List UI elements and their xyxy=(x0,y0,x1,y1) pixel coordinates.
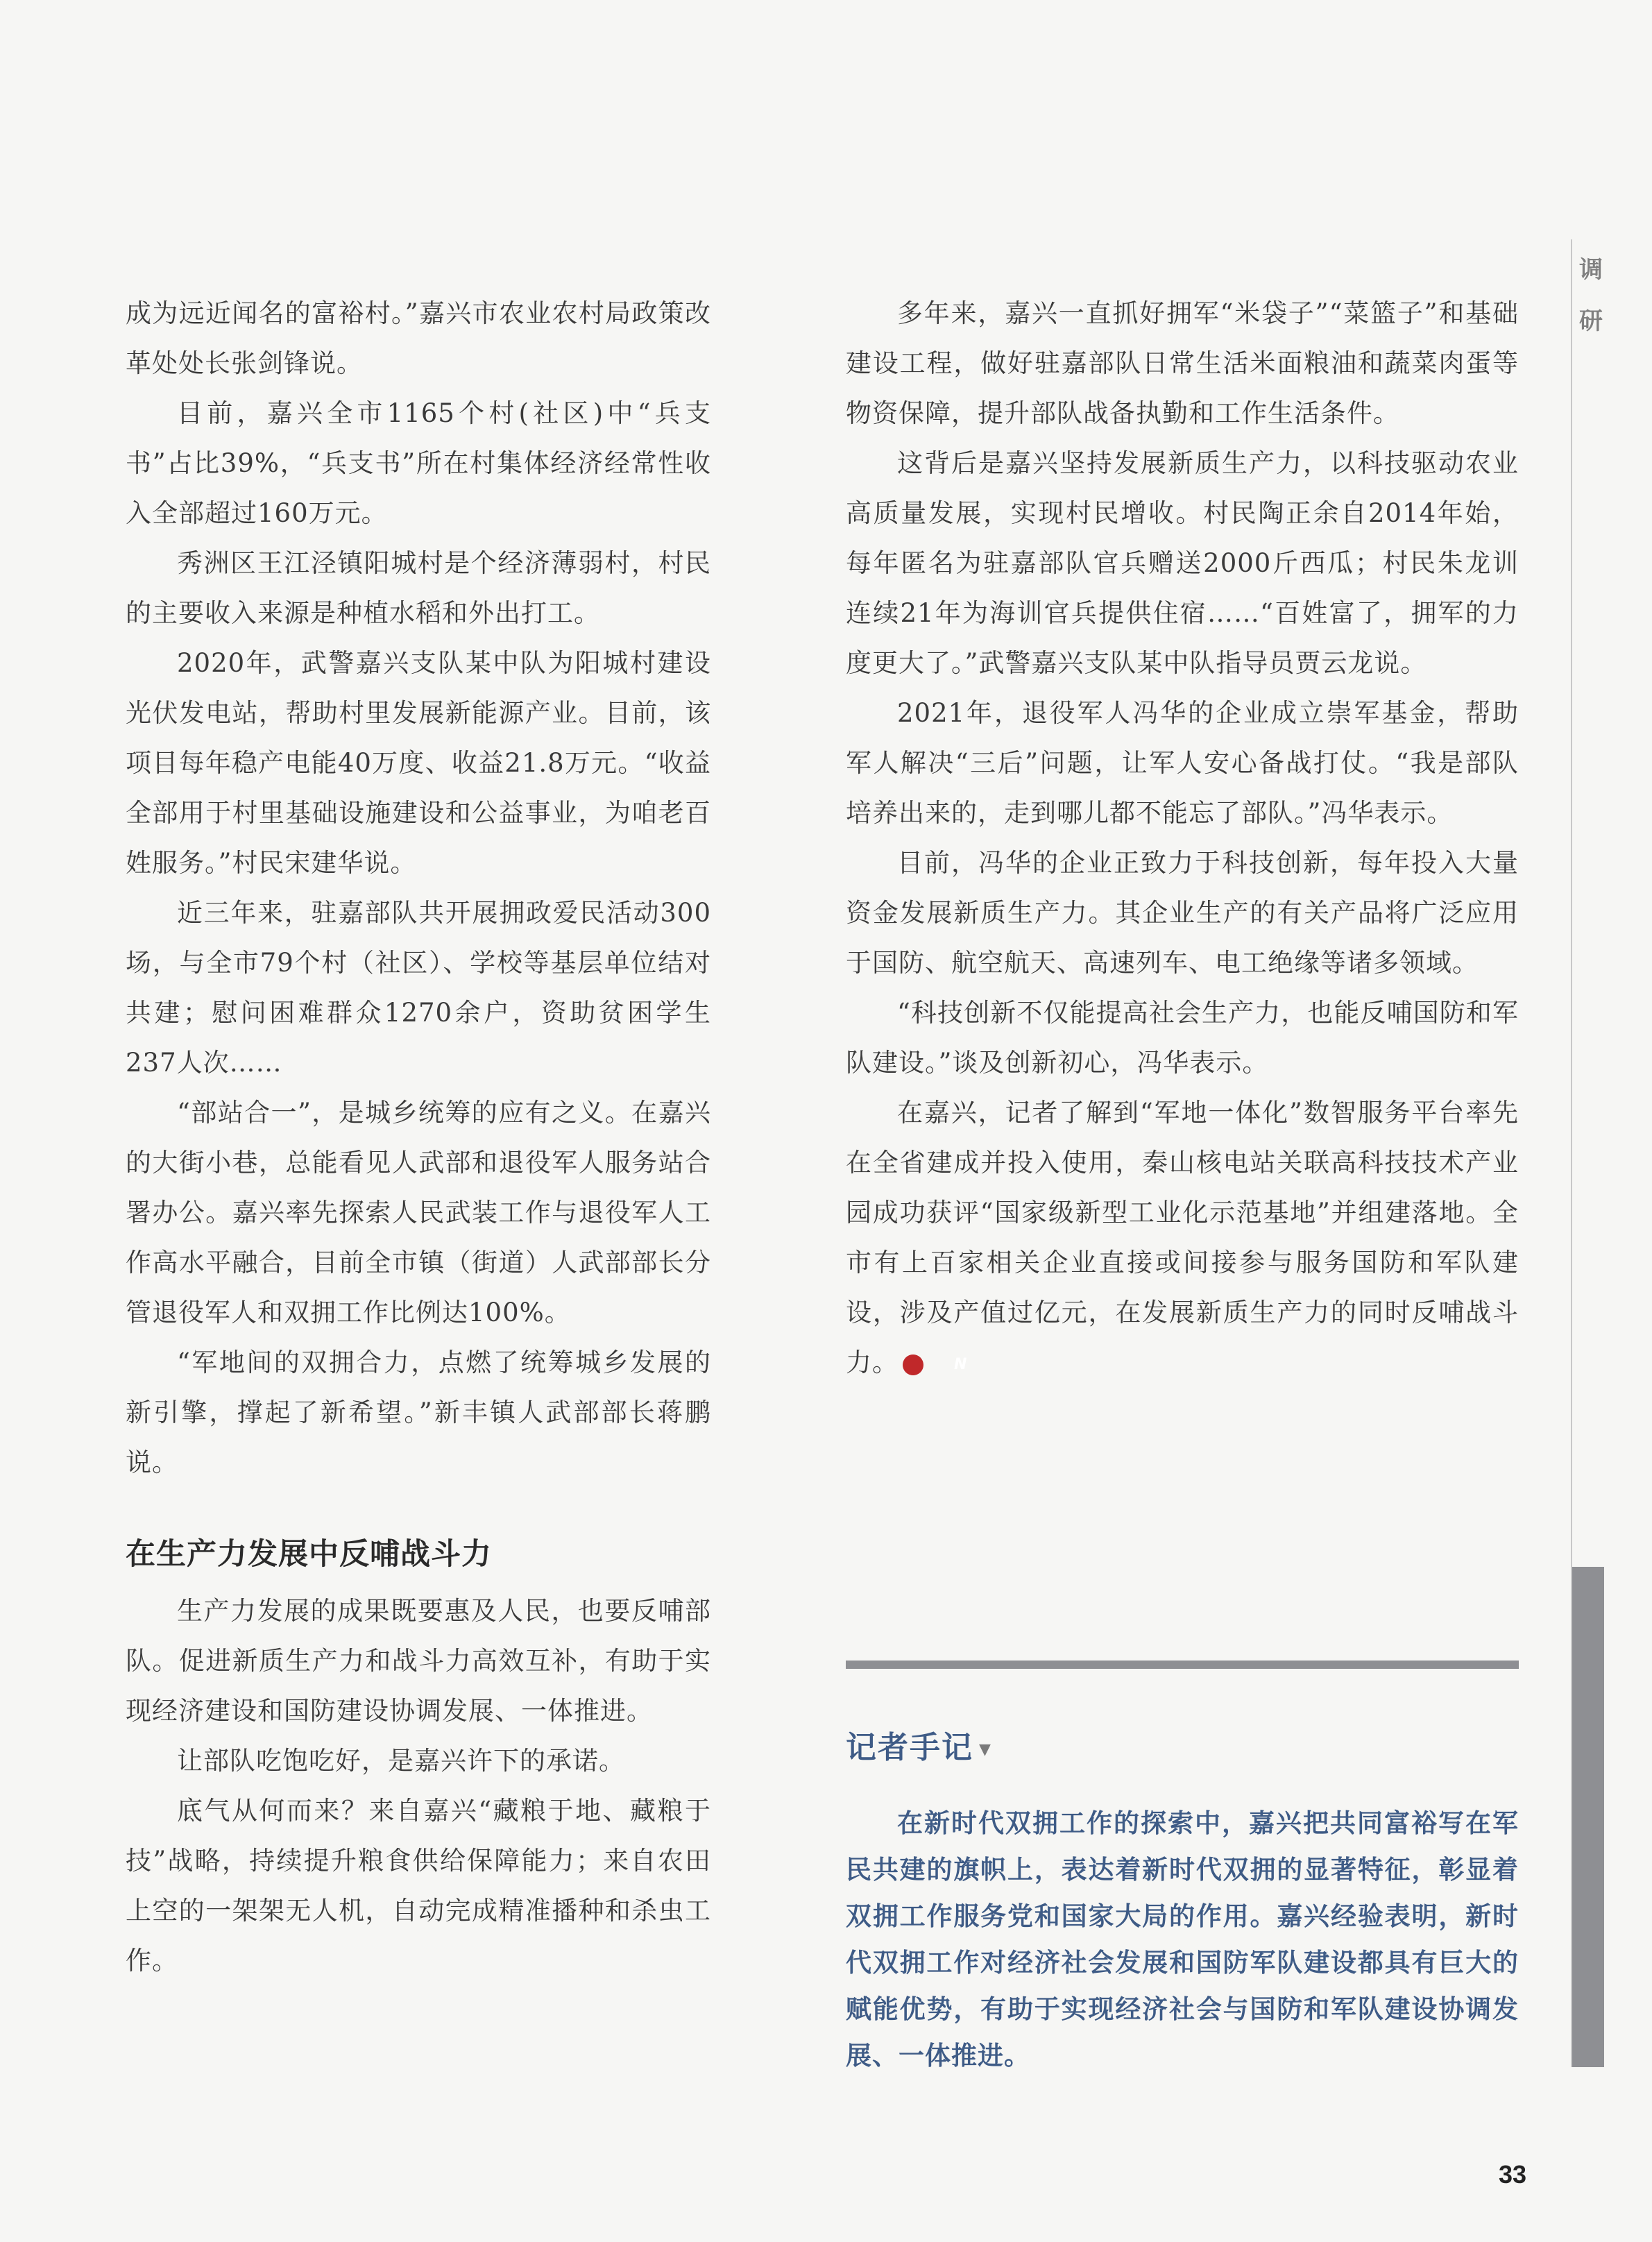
paragraph: 秀洲区王江泾镇阳城村是个经济薄弱村，村民的主要收入来源是种植水稻和外出打工。 xyxy=(126,548,711,628)
paragraph: “军地间的双拥合力，点燃了统筹城乡发展的新引擎，撑起了新希望。”新丰镇人武部部长蒋鹏说。 xyxy=(126,1348,711,1477)
paragraph: 目前，冯华的企业正致力于科技创新，每年投入大量资金发展新质生产力。其企业生产的有关产品将广泛应用于国防、航空航天、高速列车、电工绝缘等诸多领域。 xyxy=(846,848,1519,978)
right-column xyxy=(846,289,1519,1388)
reporter-note-body xyxy=(846,1800,1519,2079)
paragraph: 底气从何而来？来自嘉兴“藏粮于地、藏粮于技”战略，持续提升粮食供给保障能力；来自农田上空的一架架无人机，自动完成精准播种和杀虫工作。 xyxy=(126,1796,711,1976)
paragraph: 多年来，嘉兴一直抓好拥军“米袋子”“菜篮子”和基础建设工程，做好驻嘉部队日常生活米面粮油和蔬菜肉蛋等物资保障，提升部队战备执勤和工作生活条件。 xyxy=(846,298,1519,428)
paragraph: “科技创新不仅能提高社会生产力，也能反哺国防和军队建设。”谈及创新初心，冯华表示。 xyxy=(846,998,1519,1078)
paragraph: 让部队吃饱吃好，是嘉兴许下的承诺。 xyxy=(177,1746,625,1776)
side-label-char: 调 xyxy=(1579,256,1603,284)
reporter-note-paragraph: 在新时代双拥工作的探索中，嘉兴把共同富裕写在军民共建的旗帜上，表达着新时代双拥的显著特征，彰显着双拥工作服务党和国家大局的作用。嘉兴经验表明，新时代双拥工作对经济社会发展和国防军队建设都具有巨大的赋能优势，有助于实现经济社会与国防和军队建设协调发展、一体推进。 xyxy=(846,1808,1519,2071)
paragraph: 成为远近闻名的富裕村。”嘉兴市农业农村局政策改革处处长张剑锋说。 xyxy=(126,298,711,378)
caret-down-icon: ▼ xyxy=(979,1740,992,1758)
page-number: 33 xyxy=(1499,2160,1527,2189)
paragraph: 2020年，武警嘉兴支队某中队为阳城村建设光伏发电站，帮助村里发展新能源产业。目前，该项目每年稳产电能40万度、收益21.8万元。“收益全部用于村里基础设施建设和公益事业，为咱老百姓服务。”村民宋建华说。 xyxy=(126,648,711,878)
article-end-icon: N xyxy=(903,1354,923,1375)
section-side-label xyxy=(1577,244,1605,347)
paragraph-text: 在嘉兴，记者了解到“军地一体化”数智服务平台率先在全省建成并投入使用，秦山核电站关联高科技技术产业园成功获评“国家级新型工业化示范基地”并组建落地。全市有上百家相关企业直接或间接参与服务国防和军队建设，涉及产值过亿元，在发展新质生产力的同时反哺战斗力。 xyxy=(846,1098,1519,1377)
paragraph: 近三年来，驻嘉部队共开展拥政爱民活动300场，与全市79个村（社区）、学校等基层单位结对共建；慰问困难群众1270余户，资助贫困学生237人次…… xyxy=(126,898,711,1078)
section-heading: 在生产力发展中反哺战斗力 xyxy=(126,1537,492,1572)
reporter-note-title-text: 记者手记 xyxy=(846,1730,973,1765)
paragraph: 这背后是嘉兴坚持发展新质生产力，以科技驱动农业高质量发展，实现村民增收。村民陶正余自2014年始，每年匿名为驻嘉部队官兵赠送2000斤西瓜；村民朱龙训连续21年为海训官兵提供住宿……“百姓富了，拥军的力度更大了。”武警嘉兴支队某中队指导员贾云龙说。 xyxy=(846,448,1519,678)
paragraph: “部站合一”，是城乡统筹的应有之义。在嘉兴的大街小巷，总能看见人武部和退役军人服务站合署办公。嘉兴率先探索人民武装工作与退役军人工作高水平融合，目前全市镇（街道）人武部部长分管退役军人和双拥工作比例达100%。 xyxy=(126,1098,711,1327)
side-tab-block xyxy=(1572,1567,1604,2067)
paragraph: 目前，嘉兴全市1165个村(社区)中“兵支书”占比39%，“兵支书”所在村集体经济经常性收入全部超过160万元。 xyxy=(126,398,711,528)
paragraph: 2021年，退役军人冯华的企业成立崇军基金，帮助军人解决“三后”问题，让军人安心备战打仗。“我是部队培养出来的，走到哪儿都不能忘了部队。”冯华表示。 xyxy=(846,698,1519,828)
note-divider xyxy=(846,1661,1519,1669)
reporter-note-title xyxy=(846,1722,992,1767)
side-label-char: 研 xyxy=(1579,307,1603,335)
paragraph-last xyxy=(846,1088,1519,1388)
paragraph: 生产力发展的成果既要惠及人民，也要反哺部队。促进新质生产力和战斗力高效互补，有助于实现经济建设和国防建设协调发展、一体推进。 xyxy=(126,1596,711,1726)
left-column xyxy=(126,289,711,1986)
